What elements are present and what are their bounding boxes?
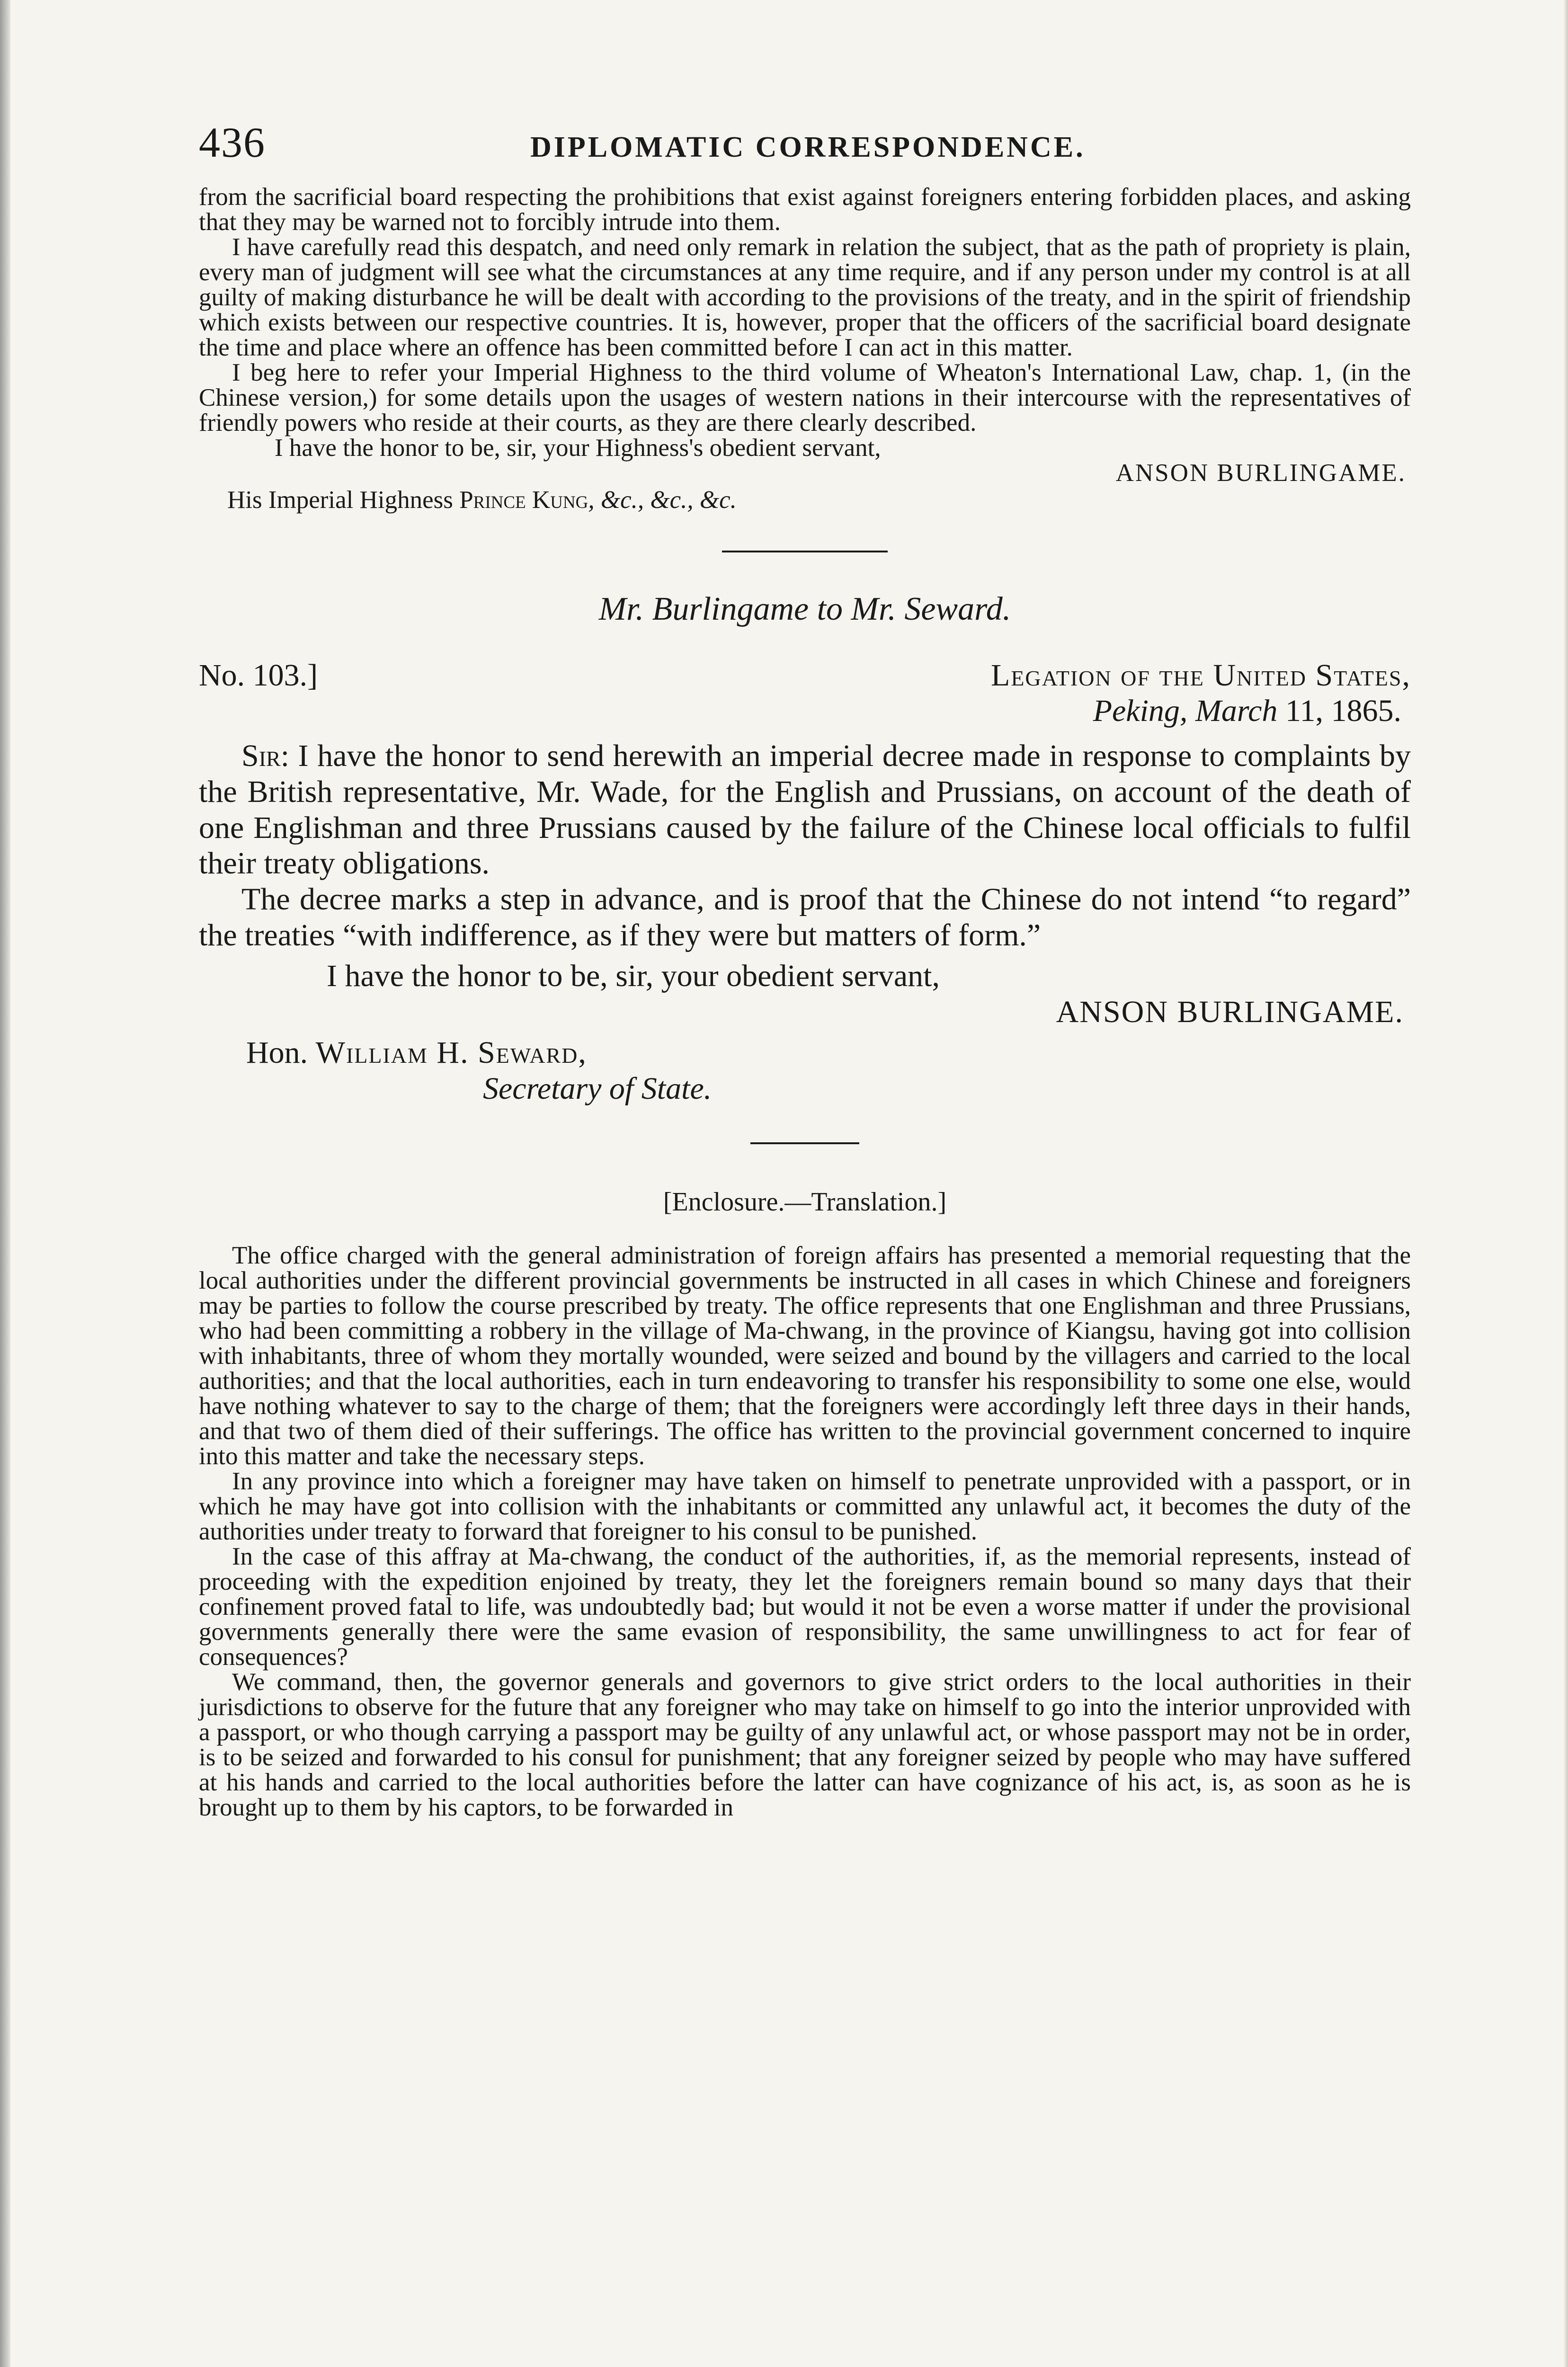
paragraph: I beg here to refer your Imperial Highness to the third volume of Wheaton's International Law, chap. 1, (in the Chinese version,) for some details upon the usages of western nations in their intercourse with the representatives of friendly powers who reside at their courts, as they are there clearly described. (199, 359, 1411, 436)
page-header (199, 118, 1411, 185)
salutation: Sir (241, 738, 281, 773)
addressee-role: Secretary of State. (483, 1071, 712, 1106)
page-binding-edge (0, 0, 10, 2367)
signature: ANSON BURLINGAME. (1115, 459, 1406, 487)
letter-burlingame-seward (199, 657, 1411, 1107)
letter-prince-kung (199, 185, 1411, 513)
addressee: His Imperial Highness Prince Kung, &c., &c., &c. (227, 486, 737, 514)
closing-line: I have the honor to be, sir, your Highness's obedient servant, (275, 434, 881, 462)
running-title: DIPLOMATIC CORRESPONDENCE. (530, 131, 1086, 163)
paragraph: In the case of this affray at Ma-chwang, the conduct of the authorities, if, as the memorial represents, instead of proceeding with the expedition enjoined by treaty, they let the foreigners remain bound so many days that their confinement proved fatal to life, was undoubtedly bad; but would it not be even a worse matter if under the provisional governments generally there were the same evasion of responsibility, the same unwillingness to act for fear of consequences? (199, 1542, 1411, 1671)
legation-line: Legation of the United States, (991, 658, 1411, 693)
enclosure-body (199, 1243, 1411, 1820)
paragraph: We command, then, the governor generals and governors to give strict orders to the local authorities in their jurisdictions to observe for the future that any foreigner who may take on himself to go into the interior unprovided with a passport, or who though carrying a passport may be guilty of any unlawful act, or whose passport may not be in order, is to be seized and forwarded to his consul for punishment; that any foreigner seized by people who may have suffered at his hands and carried to the local authorities before the latter can have cognizance of his act, is, as soon as he is brought up to them by his captors, to be forwarded in (199, 1668, 1411, 1821)
letter-title: Mr. Burlingame to Mr. Seward. (598, 591, 1011, 627)
page-right-edge (1563, 0, 1568, 2367)
section-divider (750, 1142, 859, 1144)
page-number: 436 (199, 119, 266, 166)
signature: ANSON BURLINGAME. (1056, 995, 1404, 1030)
paragraph: The office charged with the general administration of foreign affairs has presented a memorial requesting that the local authorities under the different provincial governments be instructed in all cases in which Chinese and foreigners may be parties to follow the course prescribed by treaty. The office represents that one Englishman and three Prussians, who had been committing a robbery in the village of Ma-chwang, in the province of Kiangsu, having got into collision with inhabitants, three of whom they mortally wounded, were seized and bound by the villagers and carried to the local authorities; and that the local authorities, each in turn endeavoring to transfer his responsibility to some one else, would have nothing whatever to say to the charge of them; that the foreigners were accordingly left three days in their hands, and that two of them died of their sufferings. The office has written to the provincial government concerned to inquire into this matter and take the necessary steps. (199, 1241, 1411, 1470)
despatch-number: No. 103.] (199, 658, 318, 693)
dateline: Peking, March 11, 1865. (1093, 694, 1401, 729)
enclosure-heading: [Enclosure.—Translation.] (663, 1187, 947, 1217)
paragraph: In any province into which a foreigner may have taken on himself to penetrate unprovided with a passport, or in which he may have got into collision with the inhabitants or committed any unlawful act, it becomes the duty of the authorities under treaty to forward that foreigner to his consul to be punished. (199, 1467, 1411, 1545)
closing-line: I have the honor to be, sir, your obedient servant, (327, 959, 940, 994)
paragraph: The decree marks a step in advance, and is proof that the Chinese do not intend “to regard” the treaties “with indifference, as if they were but matters of form.” (199, 882, 1411, 953)
paragraph: from the sacrificial board respecting the prohibitions that exist against foreigners entering forbidden places, and asking that they may be warned not to forcibly intrude into them. (199, 183, 1411, 236)
paragraph: I have carefully read this despatch, and need only remark in relation the subject, that as the path of propriety is plain, every man of judgment will see what the circumstances at any time require, and if any person under my control is at all guilty of making disturbance he will be dealt with according to the provisions of the treaty, and in the spirit of friendship which exists between our respective countries. It is, however, proper that the officers of the sacrificial board designate the time and place where an offence has been committed before I can act in this matter. (199, 233, 1411, 361)
section-divider (722, 551, 888, 552)
document-page (199, 118, 1411, 1820)
letter-meta (199, 657, 1411, 694)
addressee: Hon. William H. Seward, (246, 1035, 587, 1070)
paragraph: Sir: I have the honor to send herewith an imperial decree made in response to complaints by the British representative, Mr. Wade, for the English and Prussians, on account of the death of one Englishman and three Prussians caused by the failure of the Chinese local officials to fulfil their treaty obligations. (199, 738, 1411, 881)
